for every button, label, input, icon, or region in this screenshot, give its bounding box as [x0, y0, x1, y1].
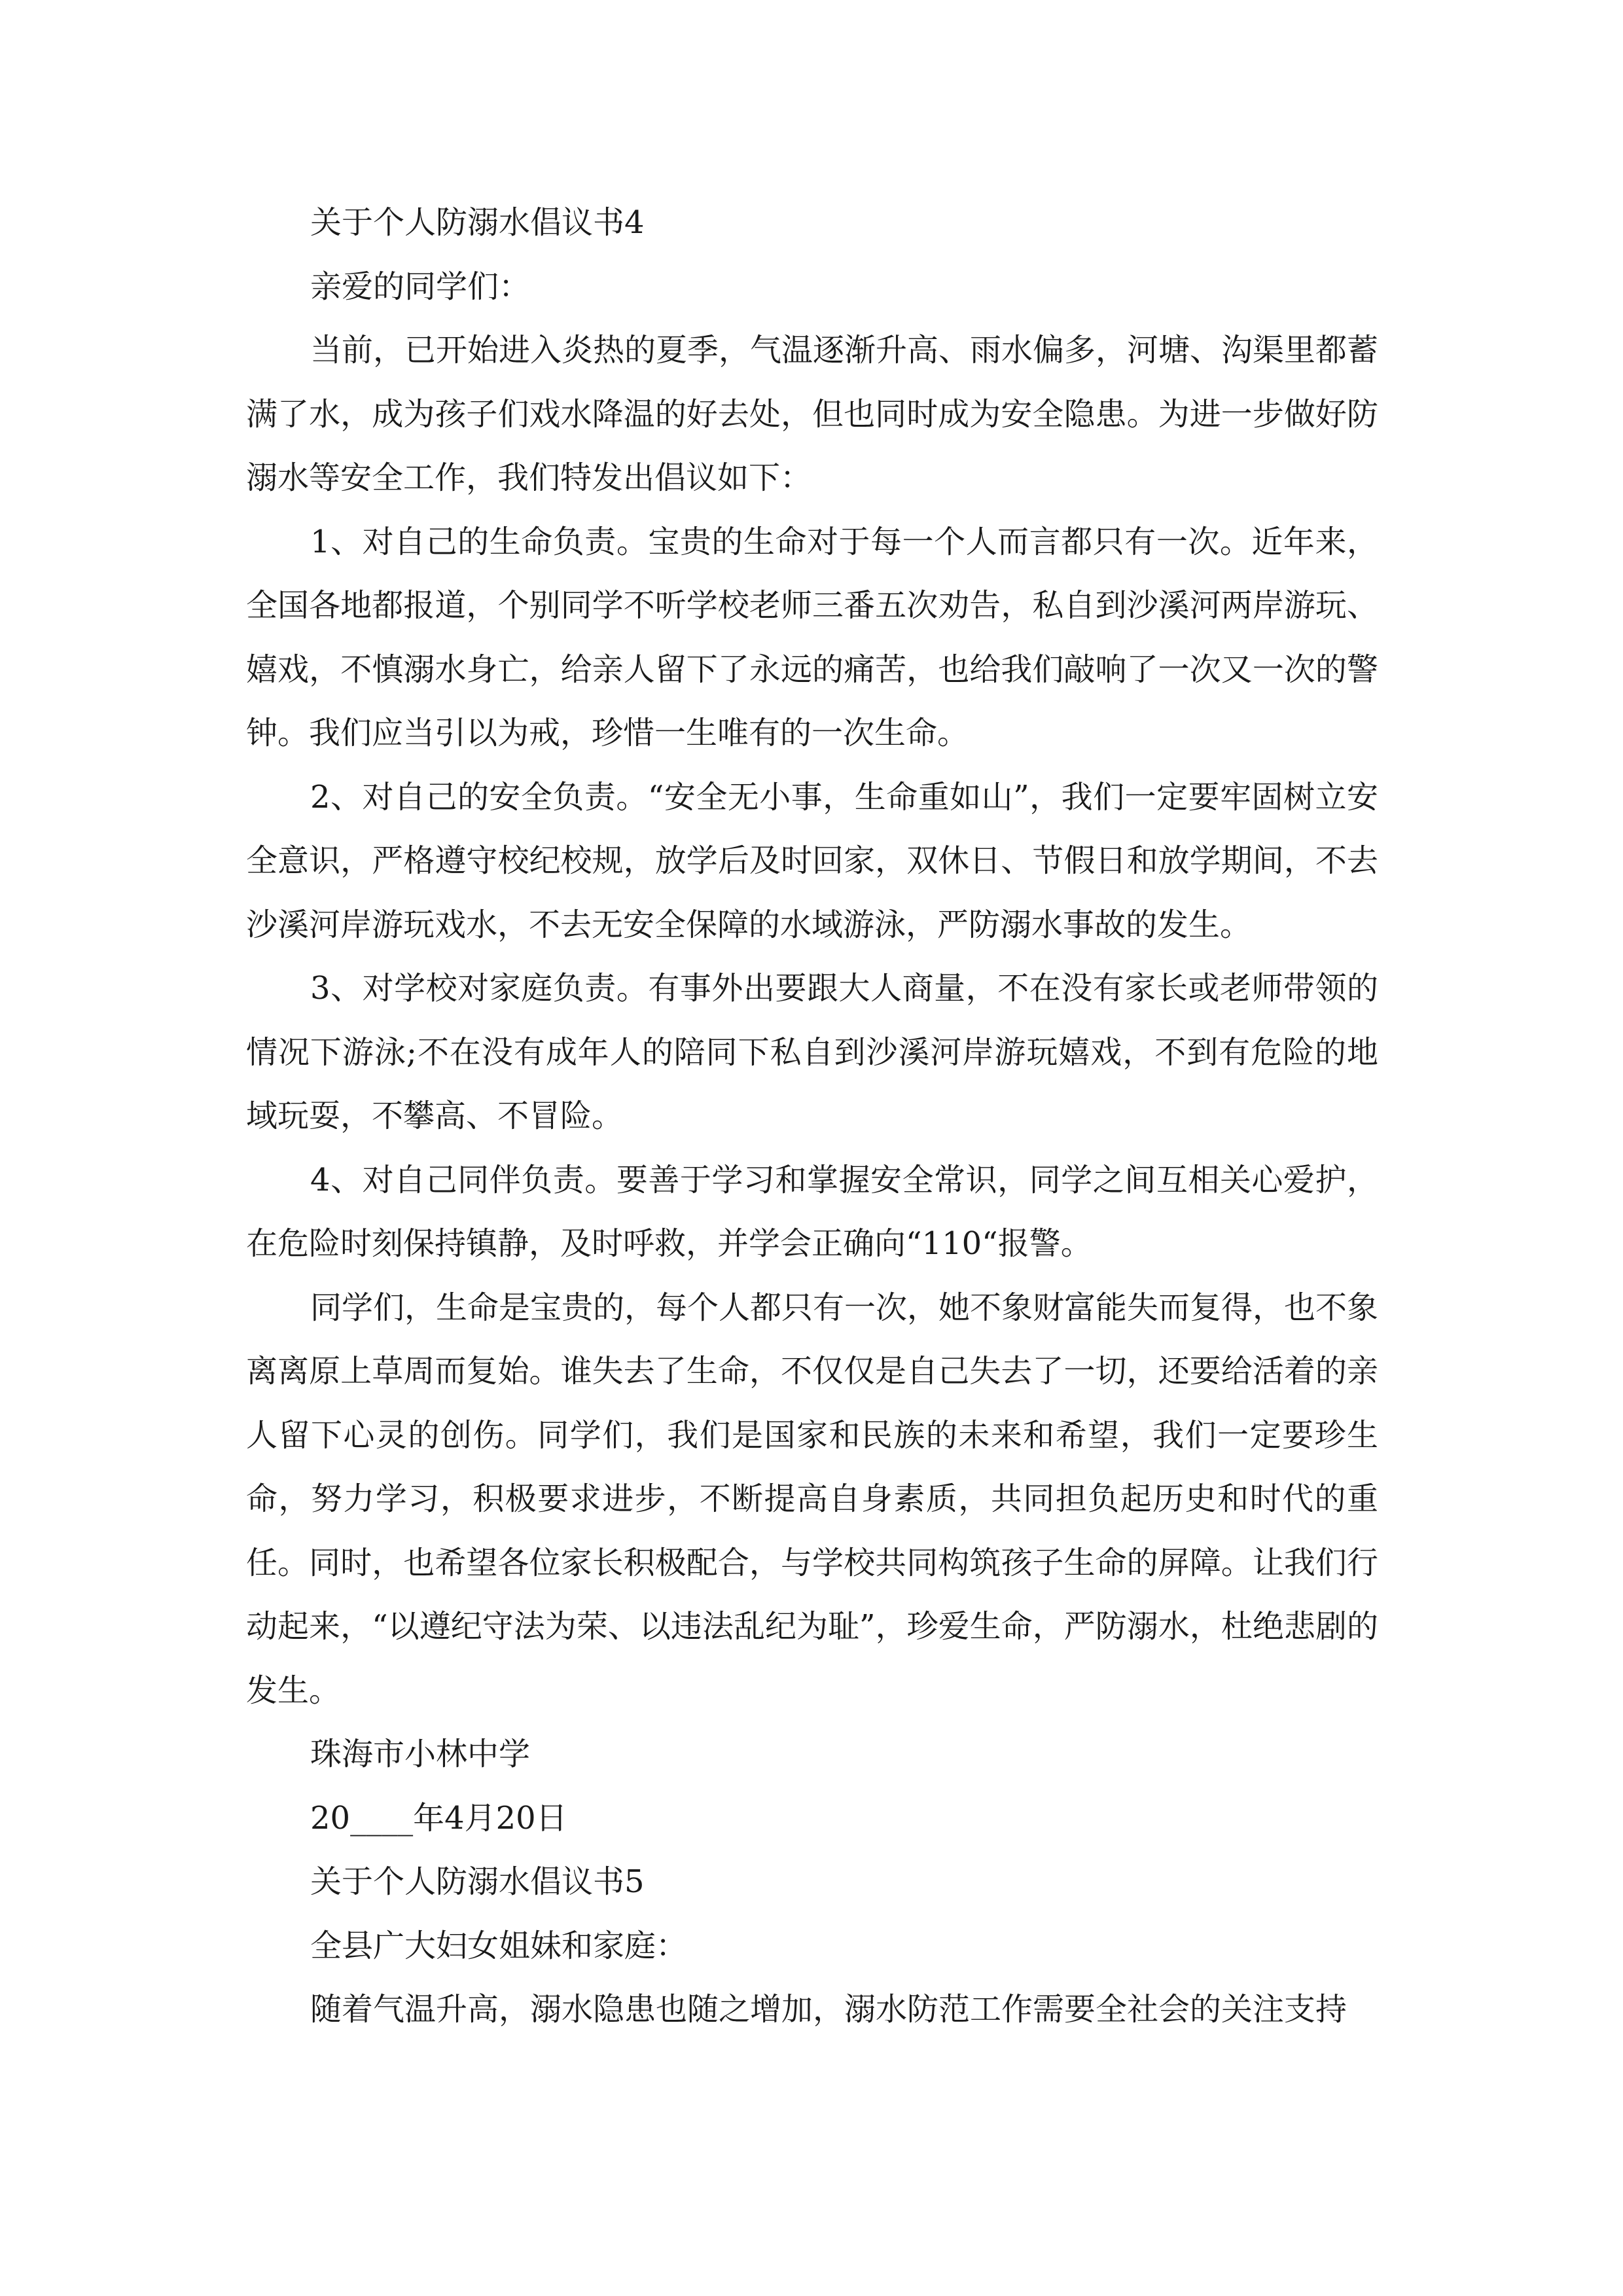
proposal-5-first-line: 随着气温升高，溺水隐患也随之增加，溺水防范工作需要全社会的关注支持: [310, 1991, 1347, 2028]
proposal-4-salutation: 亲爱的同学们：: [310, 268, 531, 305]
signature-school: 珠海市小林中学: [310, 1736, 531, 1772]
proposal-4-item-1: 1、对自己的生命负责。宝贵的生命对于每一个人而言都只有一次。近年来，全国各地都报道，个别同学不听学校老师三番五次劝告，私自到沙溪河两岸游玩、嬉戏，不慎溺水身亡，给亲人留下了永远的痛苦，也给我们敲响了一次又一次的警钟。我们应当引以为戒，珍惜一生唯有的一次生命。: [246, 523, 1378, 751]
proposal-4-title: 关于个人防溺水倡议书4: [310, 204, 645, 241]
document-body: [246, 191, 1378, 2042]
proposal-4-intro-paragraph: 当前，已开始进入炎热的夏季，气温逐渐升高、雨水偏多，河塘、沟渠里都蓄满了水，成为孩子们戏水降温的好去处，但也同时成为安全隐患。为进一步做好防溺水等安全工作，我们特发出倡议如下：: [246, 332, 1379, 496]
proposal-5-salutation: 全县广大妇女姐妹和家庭：: [310, 1927, 688, 1964]
proposal-4-item-4: 4、对自己同伴负责。要善于学习和掌握安全常识，同学之间互相关心爱护，在危险时刻保持镇静，及时呼救，并学会正确向“110“报警。: [246, 1161, 1378, 1262]
proposal-4-item-2: 2、对自己的安全负责。“安全无小事，生命重如山”，我们一定要牢固树立安全意识，严格遵守校纪校规，放学后及时回家，双休日、节假日和放学期间，不去沙溪河岸游玩戏水，不去无安全保障的水域游泳，严防溺水事故的发生。: [246, 778, 1378, 943]
proposal-4-closing-paragraph: 同学们，生命是宝贵的，每个人都只有一次，她不象财富能失而复得，也不象离离原上草周而复始。谁失去了生命，不仅仅是自己失去了一切，还要给活着的亲人留下心灵的创伤。同学们，我们是国家和民族的未来和希望，我们一定要珍生命，努力学习，积极要求进步，不断提高自身素质，共同担负起历史和时代的重任。同时，也希望各位家长积极配合，与学校共同构筑孩子生命的屏障。让我们行动起来，“以遵纪守法为荣、以违法乱纪为耻”，珍爱生命，严防溺水，杜绝悲剧的发生。: [246, 1289, 1379, 1709]
proposal-5-title: 关于个人防溺水倡议书5: [310, 1863, 645, 1900]
proposal-4-item-3: 3、对学校对家庭负责。有事外出要跟大人商量，不在没有家长或老师带领的情况下游泳;不在没有成年人的陪同下私自到沙溪河岸游玩嬉戏，不到有危险的地域玩耍，不攀高、不冒险。: [246, 970, 1378, 1134]
signature-date: 20____年4月20日: [310, 1799, 567, 1837]
